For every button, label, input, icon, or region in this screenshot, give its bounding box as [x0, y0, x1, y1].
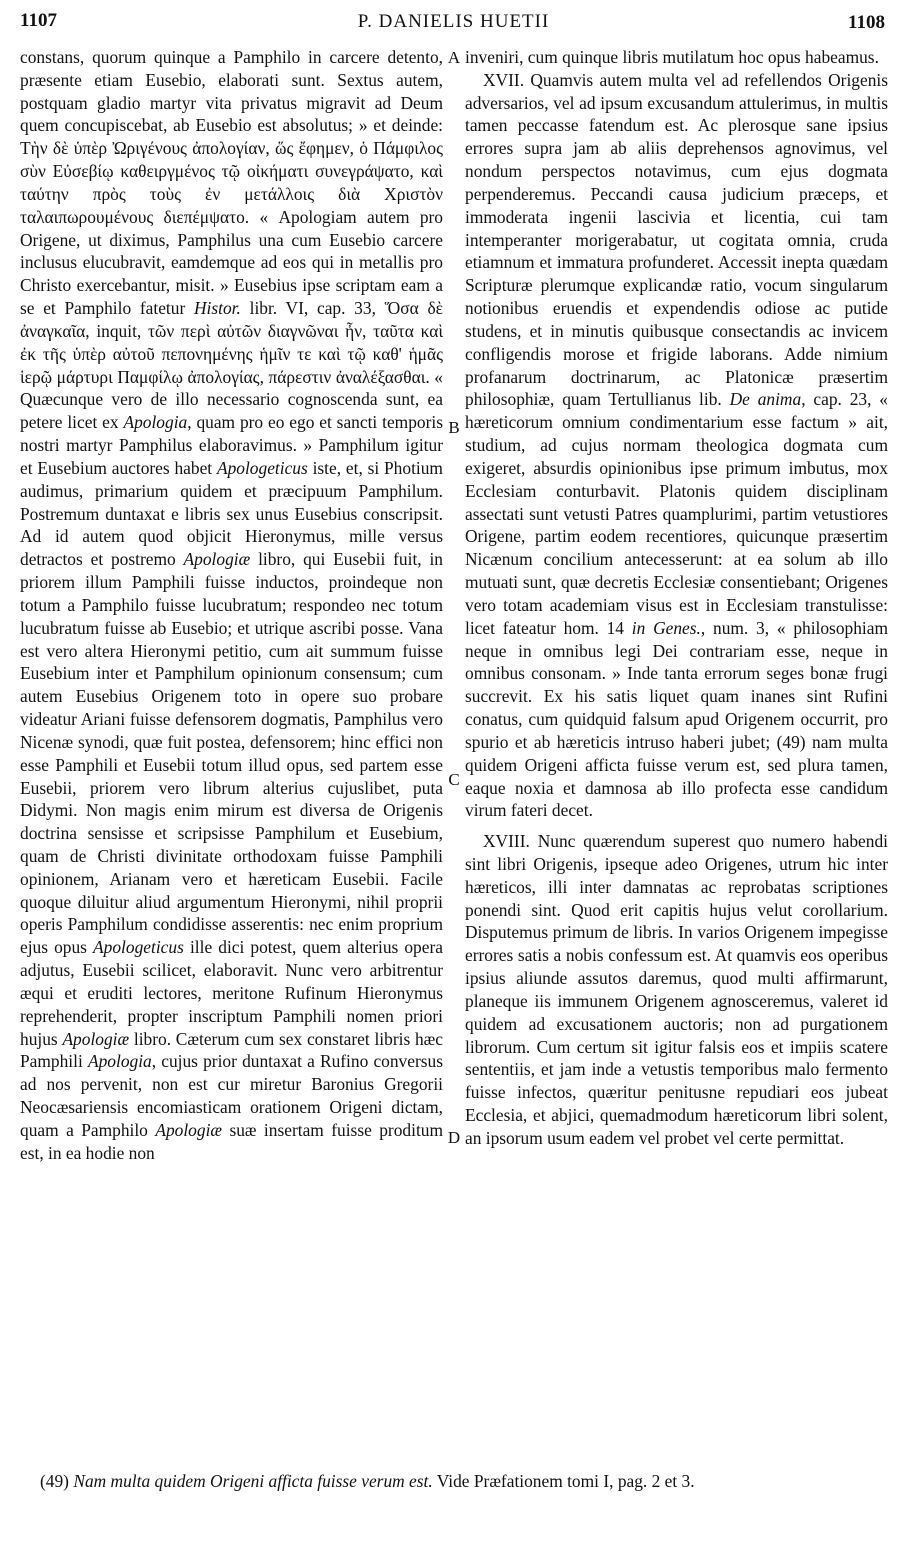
page-number-right: 1108 [848, 12, 885, 33]
right-column [465, 46, 888, 1150]
footnote [40, 1470, 870, 1492]
margin-marker-a: A [447, 48, 461, 67]
section-xviii: XVIII. Nunc quærendum superest quo numero habendi sint libri Origenis, ipseque adeo Origenes, utrum hic inter hæreticos, illi inter damnatas ac reprobatas scriptiones ponendi sint. Quod erit capitis hujus velut corollarium. Disputemus primum de libris. In varios Origenem impegisse errores satis a nobis confessum est. At quamvis eos operibus ipsius aliunde assutos daremus, quod multi affirmarunt, planeque iis immunem Origenem agnosceremus, valeret id quidem ad excusationem auctoris; non ad purgationem librorum. Cum certum sit igitur falsis eos et impiis scatere sententiis, et jam inde a vetustis temporibus malo fermento fuisse infectos, quæritur penitusne repudiari eos jubeat Ecclesia, et abjici, quemadmodum hæreticorum libri solent, an ipsorum usum eadem vel probet vel certe permittat. [465, 831, 888, 1148]
page-number-left: 1107 [20, 10, 57, 31]
margin-marker-d: D [447, 1128, 461, 1147]
margin-marker-b: B [448, 418, 460, 437]
right-paragraph-continued: inveniri, cum quinque libris mutilatum hoc opus habeamus. [465, 47, 879, 67]
footnote-quote: Nam multa quidem Origeni afficta fuisse verum est. [73, 1471, 433, 1491]
left-column [20, 46, 443, 1165]
section-xvii: XVII. Quamvis autem multa vel ad refellendos Origenis adversarios, vel ad ipsum excusandum attulerimus, in multis tamen peccasse fatendum est. Ac plerosque sane ipsius errores supra jam ab aliis deprehensos agnovimus, vel nondum perspectos notavimus, cum ejus dogmata perpenderemus. Peccandi causa judicium præceps, et immoderata ingenii lascivia et licentia, cui tam intemperanter morigerabatur, ut cogitata omnia, cruda etiamnum et immatura profunderet. Accessit inepta quædam Scripturæ plerumque explicandæ ratio, vocum singularum notionibus eruendis et expendendis odiose ac putide studens, et in minutis quibusque consectandis ac invicem confligendis morose et frigide laborans. Adde nimium profanarum doctrinarum, ac Platonicæ præsertim philosophiæ, quam Tertullianus lib. De anima, cap. 23, « hæreticorum omnium condimentarium esse factum » ait, studium, ad cujus normam theologica dogmata cum exigeret, absurdis opinionibus ipse primum imbutus, mox Ecclesiam conturbavit. Platonis quidem disciplinam assectati sunt vetusti Patres quamplurimi, partim vetustiores Origene, partim eodem recentiores, quicunque præsertim Nicænum concilium antecesserunt: at ea solum ab illo mutuati sunt, quæ decretis Ecclesiæ consentiebant; Origenes vero totam academiam visus est in Ecclesiam transtulisse: licet fateatur hom. 14 in Genes., num. 3, « philosophiam neque in omnibus legi Dei contrariam esse, neque in omnibus consonam. » Inde tanta errorum seges bonæ frugi succrevit. Ex his satis liquet quam inanes sint Rufini conatus, cum quidquid falsum apud Origenem occurrit, pro spurio et ab hæreticis intruso haberi jubet; (49) nam multa quidem Origeni afficta fuisse verum est, sed plura tamen, eaque noxia et damnosa ab illo profecta esse candidum virum fateri decet. [465, 69, 888, 821]
footnote-number: (49) [40, 1471, 69, 1491]
left-paragraph: constans, quorum quinque a Pamphilo in carcere detento, præsente etiam Eusebio, elaborati sunt. Sextus autem, postquam gladio martyr vita privatus migravit ad Deum quem concupiscebat, ab Eusebio est absolutus; » et deinde: Τὴν δὲ ὑπὲρ Ὠριγένους ἀπολογίαν, ὥς ἔφημεν, ὁ Πάμφιλος σὺν Εὐσεβίῳ καθειργμένος τῷ οἰκήματι συνεγράψατο, καὶ ταύτην πρὸς τοὺς ἐν μετάλλοις διὰ Χριστὸν ταλαιπωρουμένους διεπέμψατο. « Apologiam autem pro Origene, ut diximus, Pamphilus una cum Eusebio carcere inclusus elucubravit, eamdemque ad eos qui in metallis pro Christo exercebantur, misit. » Eusebius ipse scriptam eam a se et Pamphilo fatetur Histor. libr. VI, cap. 33, Ὅσα δὲ ἀναγκαῖα, inquit, τῶν περὶ αὐτῶν διαγνῶναι ἦν, ταῦτα καὶ ἐκ τῆς ὑπὲρ αὐτοῦ πεπονημένης ἡμῖν τε καὶ τῷ καθ' ἡμᾶς ἱερῷ μάρτυρι Παμφίλῳ ἀπολογίας, πάρεστιν ἀναλέξασθαι. « Quæcunque vero de illo necessario cognoscenda sunt, ea petere licet ex Apologia, quam pro eo ego et sancti temporis nostri martyr Pamphilus elaboravimus. » Pamphilum igitur et Eusebium auctores habet Apologeticus iste, et, si Photium audimus, primarium quidem et præcipuum Pamphilum. Postremum duntaxat e libris sex unus Eusebius conscripsit. Ad id autem quod objicit Hieronymus, mille versus detractos et postremo Apologiæ libro, qui Eusebii fuit, in priorem illum Pamphili fuisse inductos, proindeque non totum a Pamphilo fuisse lucubratum; respondeo nec totum lucubratum fuisse ab Eusebio; et utrique ascribi posse. Vana est vero altera Hieronymi petitio, cum ait summum fuisse Eusebium inter et Pamphilum opinionum consensum; cum autem Eusebius Origenem toto in opere suo probare videatur Ariani fuisse defensorem dogmatis, Pamphilus vero Nicenæ synodi, quæ fuit postea, defensorem; hinc effici non esse Pamphili et Eusebii totum illud opus, sed partem esse Eusebii, priorem vero librum alterius cujuslibet, puta Didymi. Non magis enim mirum est diversa de Origenis doctrina sensisse et scripsisse Pamphilum et Eusebium, quam de Christi divinitate orthodoxam fuisse Pamphili opinionem, Arianam vero et hæreticam Eusebii. Facile quoque diluitur aliud argumentum Hieronymi, nihil proprii operis Pamphilum condidisse asserentis: nec enim proprium ejus opus Apologeticus ille dici potest, quem alterius opera adjutus, Eusebii scilicet, elaboravit. Nunc vero arbitrentur æqui et eruditi lectores, meritone Rufinum Hieronymus reprehenderit, propter inscriptum Pamphili nomen priori hujus Apologiæ libro. Cæterum cum sex constaret libris hæc Pamphili Apologia, cujus prior duntaxat a Rufino conversus ad nos pervenit, non est cur miretur Baronius Gregorii Neocæsariensis encomiasticam orationem Origeni dictam, quam a Pamphilo Apologiæ suæ insertam fuisse proditum est, in ea hodie non [20, 47, 444, 1163]
running-title: P. DANIELIS HUETII [357, 11, 550, 32]
margin-marker-c: C [448, 770, 460, 789]
page-header [0, 0, 907, 44]
footnote-text: Vide Præfationem tomi I, pag. 2 et 3. [436, 1471, 695, 1491]
